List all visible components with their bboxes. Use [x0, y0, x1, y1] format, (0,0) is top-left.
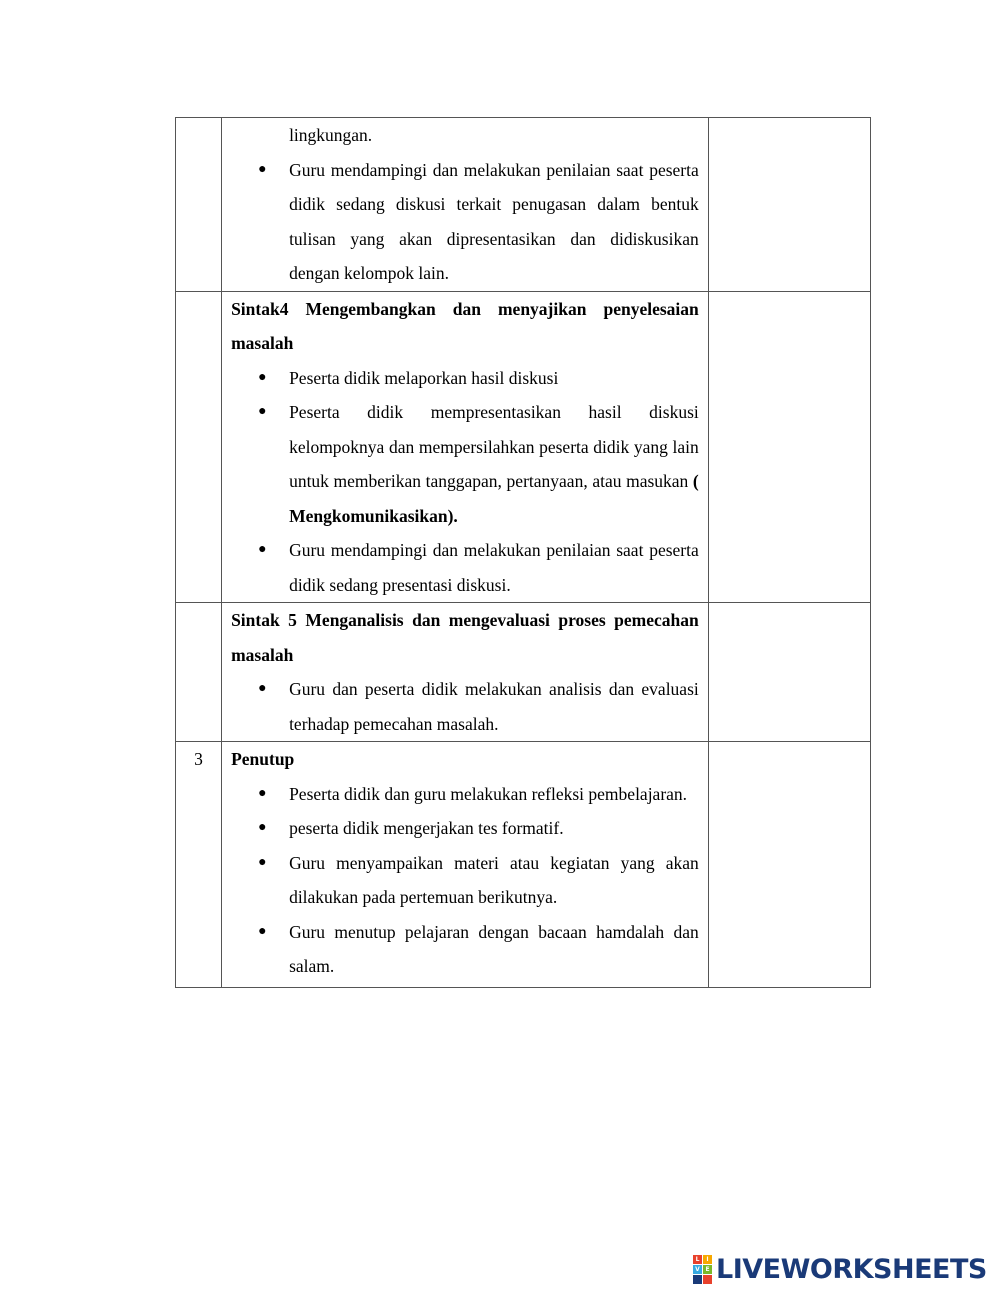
bullet-icon: ● — [258, 854, 267, 870]
continuation-text: lingkungan. — [289, 125, 373, 145]
bullet-icon: ● — [258, 681, 267, 696]
table-row — [176, 118, 871, 292]
section-heading: Penutup — [231, 749, 295, 769]
activity-bullet-list — [231, 361, 699, 603]
bullet-icon: ● — [258, 785, 267, 801]
bullet-icon: ● — [258, 161, 267, 177]
logo-tile: E — [703, 1265, 712, 1274]
bullet-icon: ● — [258, 542, 267, 557]
bullet-icon: ● — [258, 923, 267, 939]
activity-bullet-list — [231, 153, 699, 291]
activity-cell — [222, 291, 709, 603]
list-item: ● Guru dan peserta didik melakukan analisis dan evaluasi terhadap pemecahan masalah. — [289, 672, 699, 741]
row-number-cell — [176, 291, 222, 603]
activity-bullet-list — [231, 672, 699, 741]
lesson-activities-table — [175, 117, 871, 988]
activity-cell — [222, 603, 709, 742]
bullet-icon: ● — [258, 820, 267, 835]
time-cell — [708, 291, 870, 603]
liveworksheets-brand — [693, 1252, 987, 1286]
logo-tile: L — [693, 1255, 702, 1264]
logo-tile — [693, 1275, 702, 1284]
time-cell — [708, 603, 870, 742]
bullet-icon: ● — [258, 369, 267, 385]
row-number-cell — [176, 118, 222, 292]
list-item: ● peserta didik mengerjakan tes formatif. — [289, 811, 699, 846]
bold-keyword: ( Mengkomunikasikan). — [289, 471, 699, 526]
table-row — [176, 742, 871, 988]
list-item: ● Guru menutup pelajaran dengan bacaan hamdalah dan salam. — [289, 915, 699, 984]
table-row — [176, 603, 871, 742]
list-item: ● Peserta didik melaporkan hasil diskusi — [289, 361, 699, 396]
activity-cell — [222, 118, 709, 292]
list-item: ● Peserta didik mempresentasikan hasil diskusi kelompoknya dan mempersilahkan peserta didik yang lain untuk memberikan tanggapan, pertanyaan, atau masukan ( Mengkomunikasikan). — [289, 395, 699, 533]
list-item: ● Guru mendampingi dan melakukan penilaian saat peserta didik sedang presentasi diskusi. — [289, 533, 699, 602]
table-row — [176, 291, 871, 603]
row-number-cell — [176, 603, 222, 742]
list-item: ● Guru menyampaikan materi atau kegiatan yang akan dilakukan pada pertemuan berikutnya. — [289, 846, 699, 915]
liveworksheets-logo-icon — [693, 1255, 712, 1284]
logo-tile: V — [693, 1265, 702, 1274]
activity-bullet-list — [231, 777, 699, 984]
brand-wordmark: LIVEWORKSHEETS — [716, 1253, 987, 1285]
list-item: ● Peserta didik dan guru melakukan refleksi pembelajaran. — [289, 777, 699, 812]
activity-cell — [222, 742, 709, 988]
logo-tile: I — [703, 1255, 712, 1264]
row-number-cell: 3 — [176, 742, 222, 988]
bullet-icon: ● — [258, 404, 267, 419]
logo-tile — [703, 1275, 712, 1284]
sintak-heading: Sintak4 Mengembangkan dan menyajikan penyelesaian masalah — [231, 298, 699, 353]
time-cell — [708, 742, 870, 988]
list-item: ● Guru mendampingi dan melakukan penilaian saat peserta didik sedang diskusi terkait penugasan dalam bentuk tulisan yang akan dipresentasikan dan didiskusikan dengan kelompok lain. — [289, 153, 699, 291]
sintak-heading: Sintak 5 Menganalisis dan mengevaluasi proses pemecahan masalah — [231, 610, 699, 665]
time-cell — [708, 118, 870, 292]
